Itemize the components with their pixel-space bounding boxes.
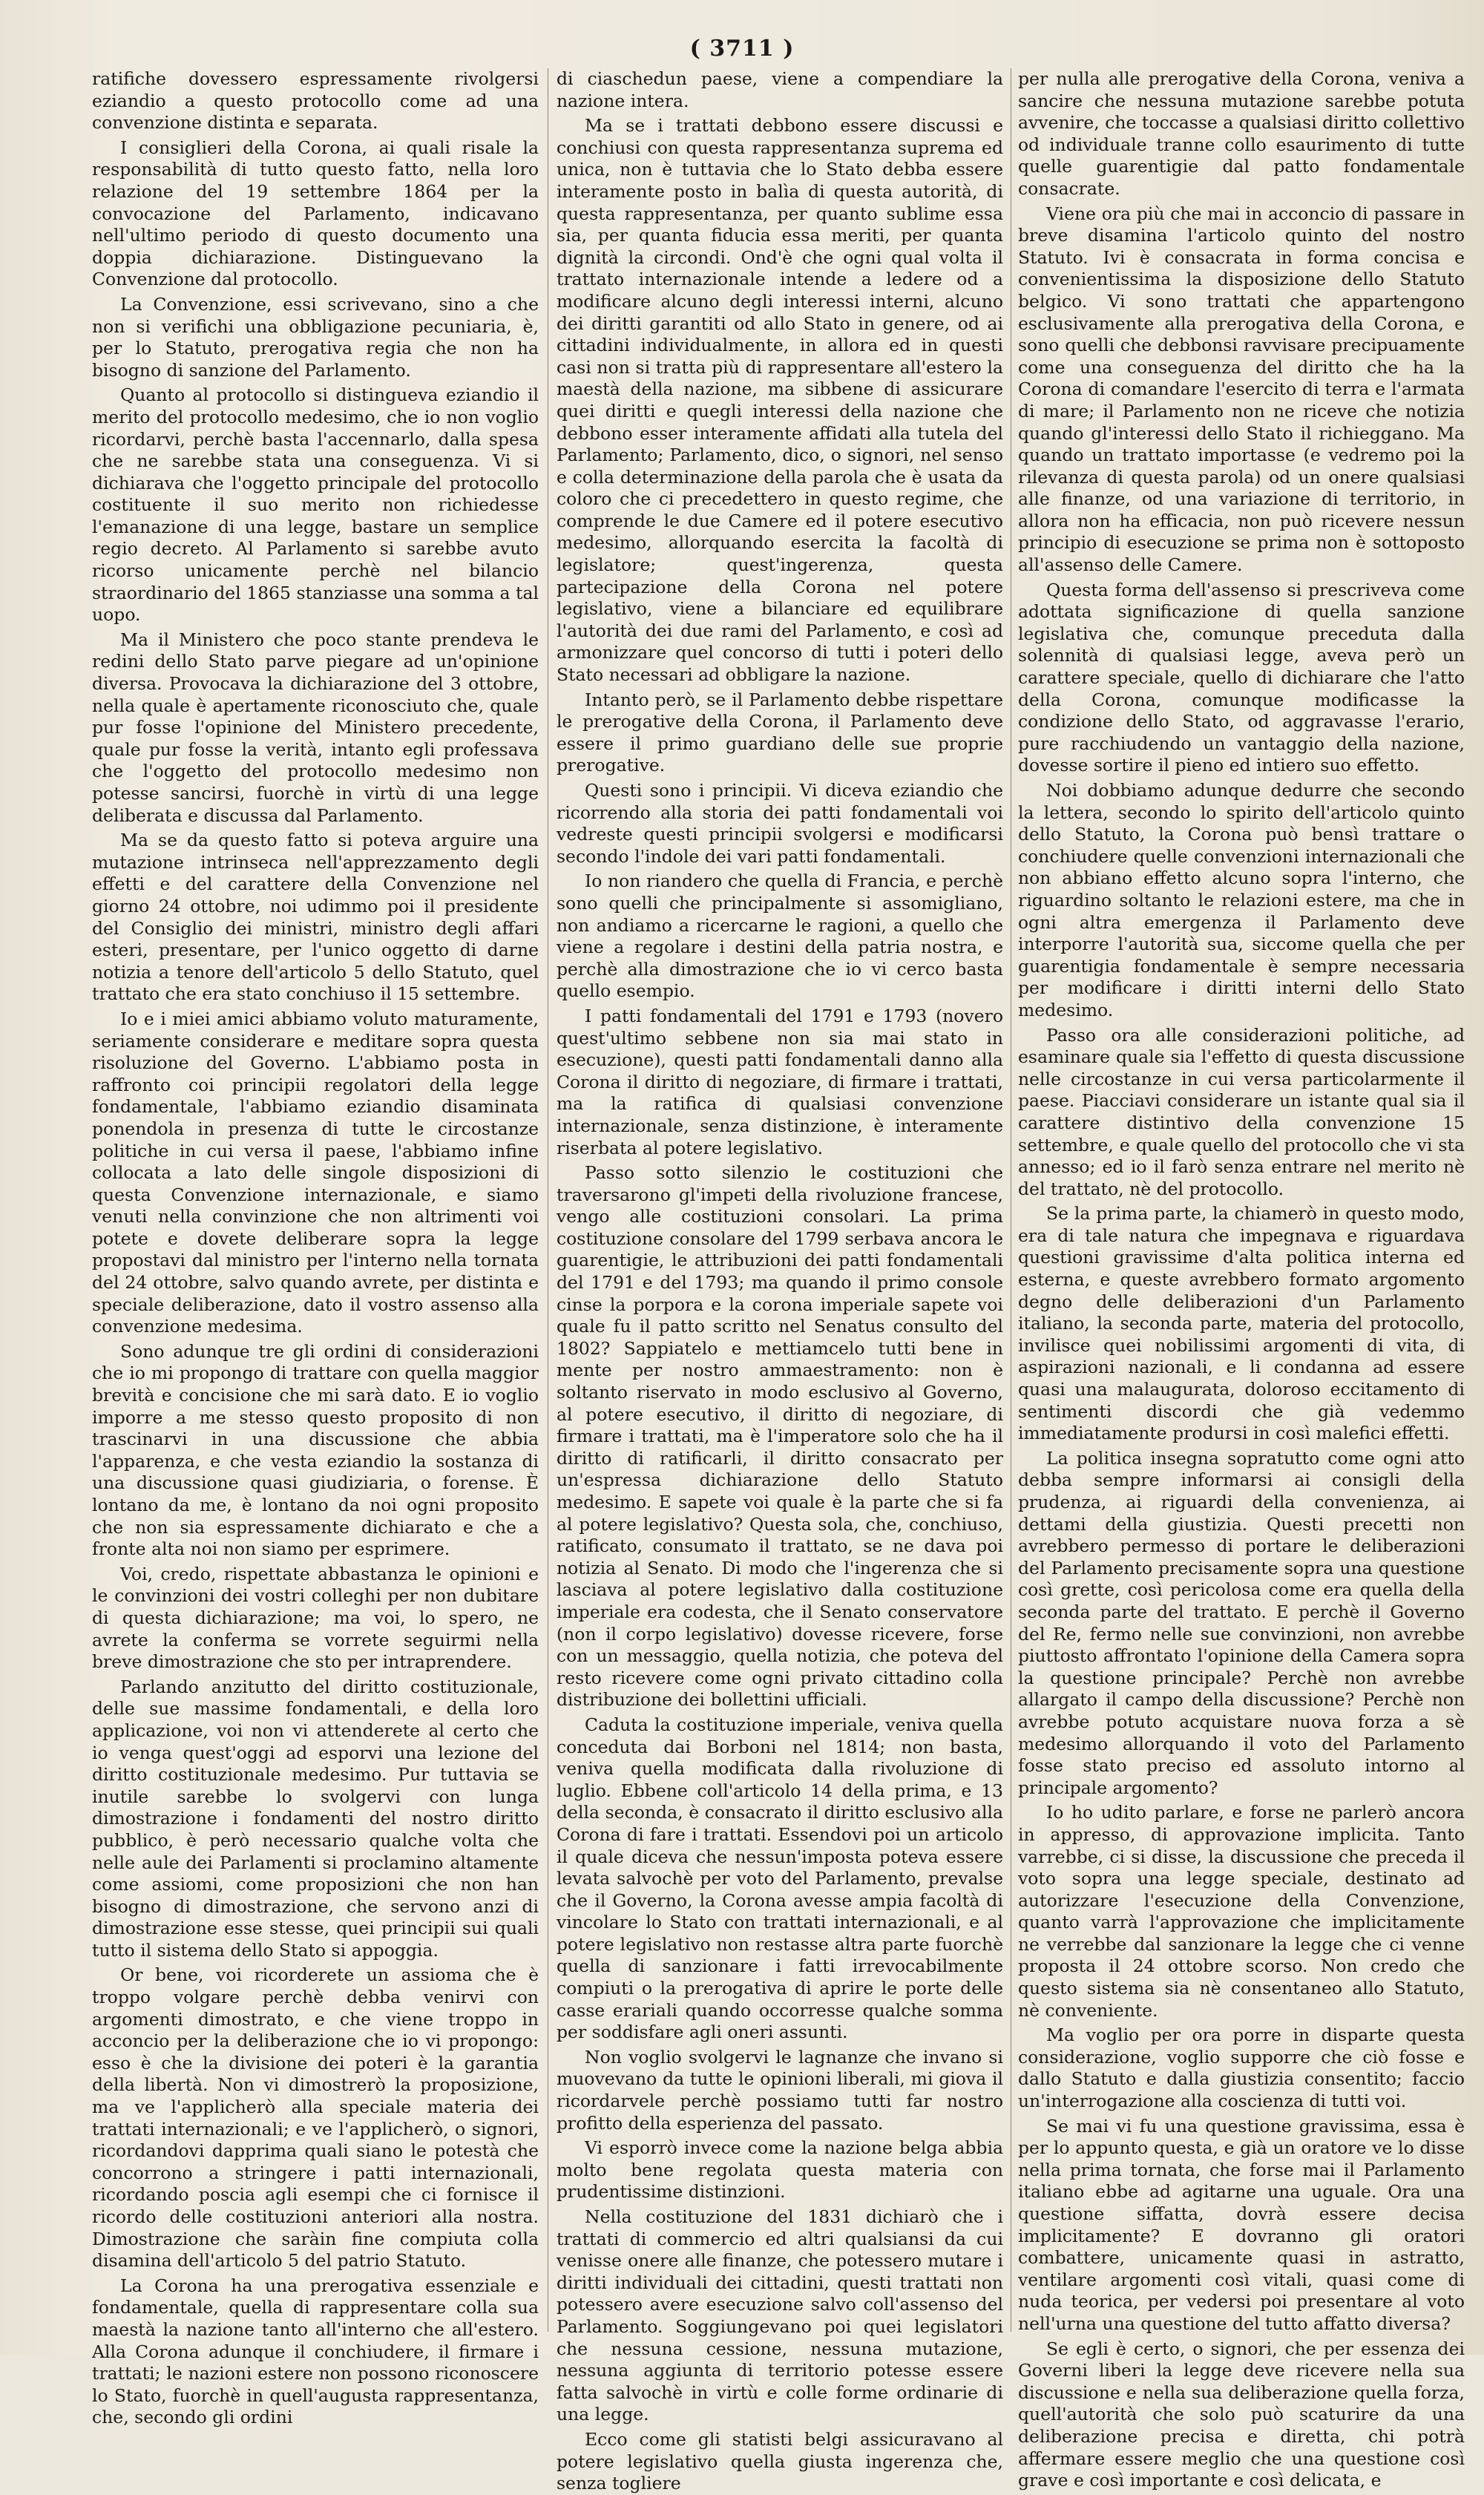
- article-paragraph: per nulla alle prerogative della Corona, veniva a sancire che nessuna mutazione sarebbe potuta avvenire, che toccasse a qualsiasi diritto collettivo od individuale tranne collo esaurimento di tutte quelle guarentigie dal patto fondamentale consacrate.: [1018, 68, 1465, 199]
- article-paragraph: La politica insegna sopratutto come ogni atto debba sempre informarsi ai consigli della prudenza, ai riguardi della convenienza, ai dettami della giustizia. Questi precetti non avrebbero permesso di portare le deliberazioni del Parlamento precisamente sopra una questione così grette, così pericolosa come era quella della seconda parte del trattato. E perchè il Governo del Re, fermo nelle sue convinzioni, non avrebbe piuttosto affrontato l'opinione della Camera sopra la questione principale? Perchè non avrebbe allargato il campo della discussione? Perchè non avrebbe potuto acquistare nuova forza a sè medesimo allorquando il voto del Parlamento fosse stato preciso ed assoluto intorno al principale argomento?: [1018, 1447, 1465, 1798]
- article-paragraph: La Convenzione, essi scrivevano, sino a che non si verifichi una obbligazione pecuniaria, è, per lo Statuto, prerogativa regia che non ha bisogno di sanzione del Parlamento.: [92, 293, 539, 381]
- article-paragraph: Voi, credo, rispettate abbastanza le opinioni e le convinzioni dei vostri colleghi per non dubitare di questa dichiarazione; ma voi, lo spero, ne avrete la conferma se vorrete seguirmi nella breve dimostrazione che sto per intraprendere.: [92, 1563, 539, 1673]
- text-column-3: [1018, 68, 1465, 2491]
- article-paragraph: Ma se da questo fatto si poteva arguire una mutazione intrinseca nell'apprezzamento degli effetti e del carattere della Convenzione nel giorno 24 ottobre, noi udimmo poi il presidente del Consiglio dei ministri, ministro degli affari esteri, presentare, per l'unico oggetto di darne notizia a tenore dell'articolo 5 dello Statuto, quel trattato che era stato conchiuso il 15 settembre.: [92, 830, 539, 1005]
- article-paragraph: Io ho udito parlare, e forse ne parlerò ancora in appresso, di approvazione implicita. Tanto varrebbe, ci si disse, la discussione che preceda il voto sopra una legge speciale, destinato ad autorizzare l'esecuzione della Convenzione, quanto varrà l'approvazione che implicitamente ne verrebbe dal sanzionare la legge che ci venne proposta il 24 ottobre scorso. Non credo che questo sistema sia nè consentaneo allo Statuto, nè conveniente.: [1018, 1802, 1465, 2021]
- article-paragraph: Caduta la costituzione imperiale, veniva quella conceduta dai Borboni nel 1814; non basta, veniva quella modificata dalla rivoluzione di luglio. Ebbene coll'articolo 14 della prima, e 13 della seconda, è consacrato il diritto esclusivo alla Corona di fare i trattati. Essendovi poi un articolo il quale diceva che nessun'imposta poteva essere levata salvochè per voto del Parlamento, prevalse che il Governo, la Corona avesse ampia facoltà di vincolare lo Stato con trattati internazionali, e al potere legislativo non restasse altra parte fuorchè quella di sanzionare i fatti irrevocabilmente compiuti o la prerogativa di aprire le porte delle casse erariali quando occorresse qualche somma per soddisfare agli oneri assunti.: [556, 1714, 1003, 2043]
- article-paragraph: I consiglieri della Corona, ai quali risale la responsabilità di tutto questo fatto, nella loro relazione del 19 settembre 1864 per la convocazione del Parlamento, indicavano nell'ultimo periodo di questo documento una doppia dichiarazione. Distinguevano la Convenzione dal protocollo.: [92, 137, 539, 290]
- article-paragraph: Non voglio svolgervi le lagnanze che invano si muovevano da tutte le opinioni liberali, mi giova il ricordarvele perchè possiamo tutti far nostro profitto della esperienza del passato.: [556, 2046, 1003, 2134]
- article-paragraph: Or bene, voi ricorderete un assioma che è troppo volgare perchè debba venirvi con argomenti dimostrato, e che viene troppo in acconcio per la deliberazione che io vi propongo: esso è che la divisione dei poteri è la garantia della libertà. Non vi dimostrerò la proposizione, ma ve l'applicherò alla speciale materia dei trattati internazionali; e ve l'applicherò, o signori, ricordandovi dapprima quali siano le potestà che concorrono a stringere i patti internazionali, ricordando poscia agli esempi che ci fornisce il ricordo delle costituzioni anteriori alla nostra. Dimostrazione che saràin fine compiuta colla disamina dell'articolo 5 del patrio Statuto.: [92, 1964, 539, 2272]
- article-paragraph: Viene ora più che mai in acconcio di passare in breve disamina l'articolo quinto del nostro Statuto. Ivi è consacrata in forma concisa e convenientissima la disposizione dello Statuto belgico. Vi sono trattati che appartengono esclusivamente alla prerogativa della Corona, e sono quelli che debbonsi ravvisare precipuamente come una conseguenza del diritto che ha la Corona di comandare l'esercito di terra e l'armata di mare; il Parlamento non ne riceve che notizia quando gl'interessi dello Stato il richieggano. Ma quando un trattato importasse (e vedremo poi la rilevanza di questa parola) od un onere qualsiasi alle finanze, od una variazione di territorio, in allora non ha efficacia, non può ricevere nessun principio di esecuzione se prima non è sottoposto all'assenso delle Camere.: [1018, 203, 1465, 576]
- article-paragraph: Passo sotto silenzio le costituzioni che traversarono gl'impeti della rivoluzione francese, vengo alle costituzioni consolari. La prima costituzione consolare del 1799 serbava ancora le guarentigie, le attribuzioni dei patti fondamentali del 1791 e del 1793; ma quando il primo console cinse la porpora e la corona imperiale sapete voi quale fu il patto scritto nel Senatus consulto del 1802? Sappiatelo e mettiamcelo tutti bene in mente per nostro ammaestramento: non è soltanto riservato in modo esclusivo al Governo, al potere esecutivo, il diritto di negoziare, di firmare i trattati, ma è l'imperatore solo che ha il diritto di ratificarli, il diritto consacrato per un'espressa dichiarazione dello Statuto medesimo. E sapete voi quale è la parte che si fa al potere legislativo? Questa sola, che, conchiuso, ratificato, consumato il trattato, se ne dava poi notizia al Senato. Di modo che l'ingerenza che si lasciava al potere legislativo dalla costituzione imperiale era codesta, che il Senato conservatore (non il corpo legislativo) dovesse ricevere, forse con un messaggio, quella notizia, che poteva del resto ricevere come ogni privato cittadino colla distribuzione dei bollettini ufficiali.: [556, 1162, 1003, 1711]
- article-paragraph: Quanto al protocollo si distingueva eziandio il merito del protocollo medesimo, che io non voglio ricordarvi, perchè basta l'accennarlo, dalla spesa che ne sarebbe stata una conseguenza. Vi si dichiarava che l'oggetto principale del protocollo costituente il suo merito non richiedesse l'emanazione di una legge, bastare un semplice regio decreto. Al Parlamento si sarebbe avuto ricorso unicamente perchè nel bilancio straordinario del 1865 stanziasse una somma a tal uopo.: [92, 384, 539, 626]
- text-column-2: [556, 68, 1003, 2494]
- article-paragraph: Se mai vi fu una questione gravissima, essa è per lo appunto questa, e già un oratore ve lo disse nella prima tornata, che forse mai il Parlamento italiano ebbe ad agitarne una uguale. Ora una questione siffatta, dovrà essere decisa implicitamente? E dovranno gli oratori combattere, unicamente quasi in astratto, ventilare argomenti così vitali, quasi come di nuda teorica, per vedersi poi presentare al voto nell'urna una questione del tutto affatto diversa?: [1018, 2115, 1465, 2334]
- article-paragraph: Ma il Ministero che poco stante prendeva le redini dello Stato parve piegare ad un'opinione diversa. Provocava la dichiarazione del 3 ottobre, nella quale è apertamente riconosciuto che, quale pur fosse l'opinione del Ministero precedente, quale pur fosse la verità, intanto egli professava che l'oggetto del protocollo medesimo non potesse sancirsi, fuorchè in virtù di una legge deliberata e discussa dal Parlamento.: [92, 629, 539, 826]
- article-paragraph: Parlando anzitutto del diritto costituzionale, delle sue massime fondamentali, e della loro applicazione, voi non vi attenderete al certo che io venga quest'oggi ad esporvi una lezione del diritto costituzionale medesimo. Pur tuttavia se inutile sarebbe lo svolgervi con lunga dimostrazione i fondamenti del nostro diritto pubblico, è però necessario qualche volta che nelle aule dei Parlamenti si proclamino altamente come assiomi, come proposizioni che non han bisogno di dimostrazione, che servono anzi di dimostrazione esse stesse, quei principii sui quali tutto il sistema dello Stato si appoggia.: [92, 1676, 539, 1961]
- article-paragraph: Nella costituzione del 1831 dichiarò che i trattati di commercio ed altri qualsiansi da cui venisse onere alle finanze, che potessero mutare i diritti individuali dei cittadini, questi trattati non potessero avere esecuzione salvo coll'assenso del Parlamento. Soggiungevano poi quei legislatori che nessuna cessione, nessuna mutazione, nessuna aggiunta di territorio potesse essere fatta salvochè in virtù e colle forme ordinarie di una legge.: [556, 2206, 1003, 2425]
- article-paragraph: Questa forma dell'assenso si prescriveva come adottata significazione di quella sanzione legislativa che, comunque preceduta dalla solennità di qualsiasi legge, aveva però un carattere speciale, quello di dichiarare che l'atto della Corona, comunque modificasse la condizione dello Stato, od aggravasse l'erario, pure racchiudendo un vantaggio della nazione, dovesse sortire il pieno ed intiero suo effetto.: [1018, 579, 1465, 776]
- article-paragraph: Sono adunque tre gli ordini di considerazioni che io mi propongo di trattare con quella maggior brevità e concisione che mi sarà dato. E io voglio imporre a me stesso questo proposito di non trascinarvi in una discussione che abbia l'apparenza, e che vesta eziandio la sostanza di una discussione quasi giudiziaria, o forense. È lontano da me, è lontano da noi ogni proposito che non sia espressamente dichiarato e che a fronte alta noi non siamo per esprimere.: [92, 1340, 539, 1560]
- article-paragraph: Ecco come gli statisti belgi assicuravano al potere legislativo quella giusta ingerenza che, senza togliere: [556, 2428, 1003, 2494]
- article-paragraph: Questi sono i principii. Vi diceva eziandio che ricorrendo alla storia dei patti fondamentali voi vedreste questi principii svolgersi e modificarsi secondo l'indole dei vari patti fondamentali.: [556, 780, 1003, 867]
- article-paragraph: Se la prima parte, la chiamerò in questo modo, era di tale natura che impegnava e riguardava questioni gravissime d'alta politica interna ed esterna, e queste avrebbero formato argomento degno delle deliberazioni d'un Parlamento italiano, la seconda parte, materia del protocollo, invilisce quei nobilissimi argomenti di vita, di aspirazioni nazionali, e li condanna ad essere quasi una malaugurata, doloroso eccitamento di sentimenti discordi che già vedemmo immediatamente prodursi in così malefici effetti.: [1018, 1203, 1465, 1444]
- article-paragraph: Io non riandero che quella di Francia, e perchè sono quelli che principalmente si assomigliano, non andiamo a ricercarne le ragioni, a quello che viene a regolare i destini della patria nostra, e perchè alla dimostrazione che io vi cerco basta quello esempio.: [556, 871, 1003, 1002]
- article-paragraph: Ma se i trattati debbono essere discussi e conchiusi con questa rappresentanza suprema ed unica, non è tuttavia che lo Stato debba essere interamente posto in balìa di questa autorità, di questa rappresentanza, per quanto sublime essa sia, per quanta fiducia essa meriti, per quanta dignità la circondi. Ond'è che ogni qual volta il trattato internazionale intende a ledere od a modificare alcuno degli interessi interni, alcuno dei diritti garantiti od allo Stato in genere, od ai cittadini individualmente, in allora ed in questi casi non si tratta più di rappresentare all'estero la maestà della nazione, ma sibbene di assicurare quei diritti e quegli interessi della nazione che debbono esser interamente affidati alla tutela del Parlamento; Parlamento, dico, o signori, nel senso e colla determinazione della parola che è usata da coloro che ci precedettero in questo regime, che comprende le due Camere ed il potere esecutivo medesimo, allorquando esercita la facoltà di legislatore; quest'ingerenza, questa partecipazione della Corona nel potere legislativo, viene a bilanciare ed equilibrare l'autorità dei due rami del Parlamento, e così ad armonizzare quel concorso di tutti i poteri dello Stato necessari ad obbligare la nazione.: [556, 115, 1003, 686]
- page-number: ( 3711 ): [689, 36, 795, 62]
- article-paragraph: I patti fondamentali del 1791 e 1793 (novero quest'ultimo sebbene non sia mai stato in esecuzione), questi patti fondamentali danno alla Corona il diritto di negoziare, di firmare i trattati, ma la ratifica di qualsiasi convenzione internazionale, senza distinzione, è interamente riserbata al potere legislativo.: [556, 1005, 1003, 1158]
- article-paragraph: La Corona ha una prerogativa essenziale e fondamentale, quella di rappresentare colla sua maestà la nazione tanto all'interno che all'estero. Alla Corona adunque il conchiudere, il firmare i trattati; le nazioni estere non possono riconoscere lo Stato, fuorchè in quell'augusta rappresentanza, che, secondo gli ordini: [92, 2275, 539, 2428]
- article-paragraph: Noi dobbiamo adunque dedurre che secondo la lettera, secondo lo spirito dell'articolo quinto dello Statuto, la Corona può bensì trattare o conchiudere quelle convenzioni internazionali che non abbiano effetto alcuno sopra l'interno, che riguardino soltanto le relazioni estere, ma che in ogni altra emergenza il Parlamento deve interporre l'autorità sua, siccome quella che per guarentigia fondamentale è sempre necessaria per modificare i diritti interni dello Stato medesimo.: [1018, 780, 1465, 1020]
- article-paragraph: Passo ora alle considerazioni politiche, ad esaminare quale sia l'effetto di questa discussione nelle circostanze in cui versa particolarmente il paese. Piacciavi considerare un istante qual sia il carattere distintivo della convenzione 15 settembre, e quale quello del protocollo che vi sta annesso; ed io il farò senza entrare nel merito nè del trattato, nè del protocollo.: [1018, 1024, 1465, 1199]
- article-paragraph: Se egli è certo, o signori, che per essenza dei Governi liberi la legge deve ricevere nella sua discussione e nella sua deliberazione quella forza, quell'autorità che solo può scaturire da una deliberazione precisa e diretta, chi potrà affermare essere meglio che una questione così grave e così importante e così delicata, e: [1018, 2338, 1465, 2491]
- article-paragraph: Vi esporrò invece come la nazione belga abbia molto bene regolata questa materia con prudentissime distinzioni.: [556, 2137, 1003, 2203]
- article-paragraph: Io e i miei amici abbiamo voluto maturamente, seriamente considerare e meditare sopra questa risoluzione del Governo. L'abbiamo posta in raffronto coi principii regolatori della legge fondamentale, l'abbiamo eziandio disaminata ponendola in presenza di tutte le circostanze politiche in cui versa il paese, l'abbiamo infine collocata a lato delle singole disposizioni di questa Convenzione internazionale, e siamo venuti nella convinzione che non altrimenti voi potete e dovete deliberare sopra la legge propostavi dal ministro per l'interno nella tornata del 24 ottobre, salvo quando avrete, per distinta e speciale deliberazione, dato il vostro assenso alla convenzione medesima.: [92, 1008, 539, 1337]
- article-paragraph: Intanto però, se il Parlamento debbe rispettare le prerogative della Corona, il Parlamento deve essere il primo guardiano delle sue proprie prerogative.: [556, 689, 1003, 776]
- article-paragraph: ratifiche dovessero espressamente rivolgersi eziandio a questo protocollo come ad una convenzione distinta e separata.: [92, 68, 539, 134]
- article-paragraph: di ciaschedun paese, viene a compendiare la nazione intera.: [556, 68, 1003, 111]
- text-column-1: [92, 68, 539, 2428]
- article-paragraph: Ma voglio per ora porre in disparte questa considerazione, voglio supporre che ciò fosse e dallo Statuto e dalla giustizia consentito; faccio un'interrogazione alla coscienza di tutti voi.: [1018, 2024, 1465, 2112]
